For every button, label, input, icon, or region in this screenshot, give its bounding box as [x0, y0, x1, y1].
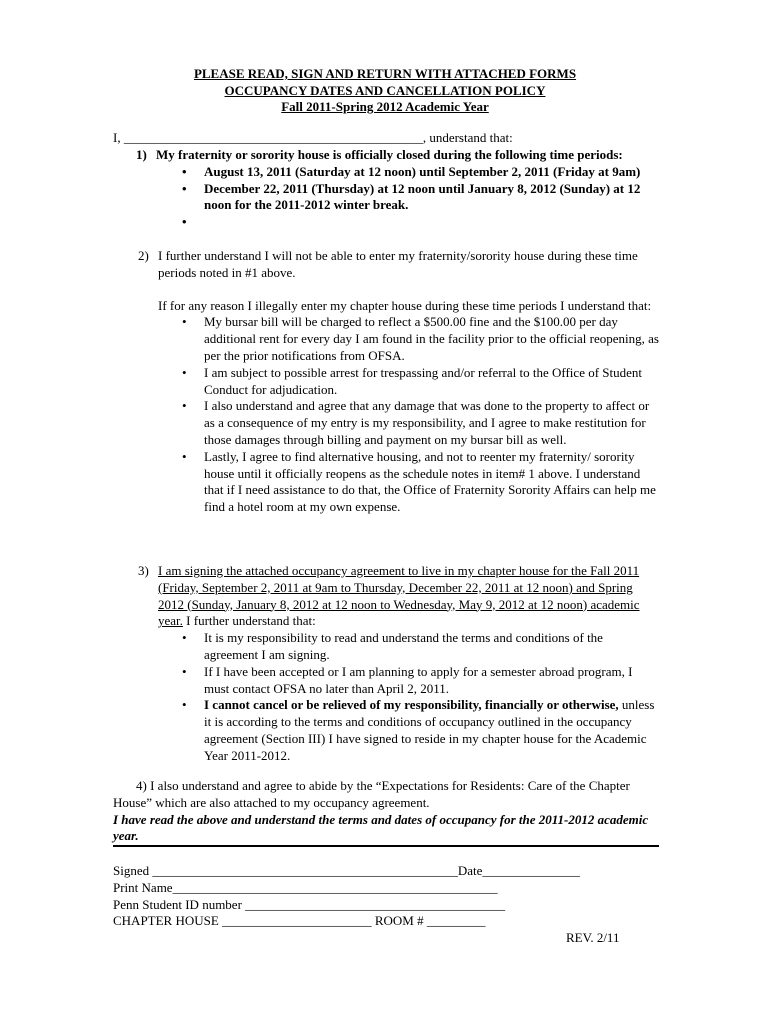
section-1-number: 1) — [136, 147, 147, 162]
list-item: • Lastly, I agree to find alternative housing, and not to reenter my fraternity/ sorority house until it officially reopens as the schedule notes in item# 1 above. I understand that if I need assistance to do that, the Office of Fraternity Sorority Affairs can help me find a hotel room at my own expense. — [182, 448, 656, 515]
section-3-bullets — [182, 630, 659, 764]
section-4 — [113, 778, 661, 845]
bullet-icon: • — [182, 214, 187, 230]
section-1-bullets — [182, 163, 654, 231]
title-line-2: OCCUPANCY DATES AND CANCELLATION POLICY — [224, 82, 546, 98]
list-item: • December 22, 2011 (Thursday) at 12 noon until January 8, 2012 (Sunday) at 12 noon for the 2011-2012 winter break. — [182, 180, 641, 213]
bullet-icon: • — [182, 364, 187, 380]
title-line-3: Fall 2011-Spring 2012 Academic Year — [281, 99, 489, 115]
list-item: • I cannot cancel or be relieved of my responsibility, financially or otherwise, unless it is according to the terms and conditions of occupancy outlined in the occupancy agreement (Section III) I have signed to reside in my chapter house for the Academic Year 2011-2012. — [182, 697, 655, 763]
acknowledgement-text: I have read the above and understand the terms and dates of occupancy for the 2011-2012 academic year. — [113, 811, 649, 844]
signed-date-field[interactable]: Signed _______________________________________________Date_______________ — [113, 863, 580, 878]
intro-line — [113, 130, 661, 147]
section-2-bullets — [182, 314, 659, 516]
list-item: • August 13, 2011 (Saturday at 12 noon) until September 2, 2011 (Friday at 9am) — [182, 163, 641, 179]
chapter-room-field[interactable]: CHAPTER HOUSE _______________________ ROOM # _________ — [113, 913, 486, 929]
list-item: • It is my responsibility to read and understand the terms and conditions of the agreement I am signing. — [182, 630, 603, 662]
bullet-icon: • — [182, 180, 187, 196]
print-name-field[interactable]: Print Name__________________________________________________ — [113, 879, 498, 895]
section-2 — [113, 248, 661, 516]
divider-rule — [113, 845, 659, 847]
section-1 — [113, 147, 661, 231]
section-2-paragraph: If for any reason I illegally enter my chapter house during these time periods I understand that: — [158, 297, 652, 313]
list-item: • I am subject to possible arrest for trespassing and/or referral to the Office of Student Conduct for adjudication. — [182, 364, 643, 397]
bullet-icon: • — [182, 697, 187, 713]
revision-label: REV. 2/11 — [566, 930, 620, 945]
section-4-number: 4) — [136, 778, 147, 793]
section-3-underlined-text: I am signing the attached occupancy agreement to live in my chapter house for the Fall 2011 (Friday, September 2, 2011 at 9am to Thursday, December 22, 2011 at 12 noon) and Spring 2012 (Sunday, January 8, 2012 at 12 noon to Wednesday, May 9, 2012 at 12 noon) academic year. — [158, 563, 640, 629]
document-header — [0, 66, 770, 116]
bullet-icon: • — [182, 630, 187, 646]
list-item: • If I have been accepted or I am planning to apply for a semester abroad program, I must contact OFSA no later than April 2, 2011. — [182, 663, 633, 696]
list-item: • My bursar bill will be charged to reflect a $500.00 fine and the $100.00 per day additional rent for every day I am found in the facility prior to the official reopening, as per the prior notifications from OFSA. — [182, 314, 659, 363]
bullet-icon: • — [182, 398, 187, 414]
section-3 — [113, 563, 661, 765]
section-4-text: I also understand and agree to abide by the “Expectations for Residents: Care of the Chapter House” which are also attached to my occupancy agreement. — [113, 778, 630, 810]
bullet-icon: • — [182, 663, 187, 679]
signature-block — [113, 863, 661, 930]
section-2-text: I further understand I will not be able to enter my fraternity/sorority house during these time periods noted in #1 above. — [158, 248, 638, 280]
list-item: • I also understand and agree that any damage that was done to the property to affect or as a consequence of my entry is my responsibility, and I agree to make restitution for those damages through billing and payment on my bursar bill as well. — [182, 398, 650, 447]
section-3-tail: I further understand that: — [182, 613, 316, 629]
intro-text: I, ______________________________________________, understand that: — [113, 130, 513, 145]
section-2-number: 2) — [138, 248, 149, 263]
bullet-icon: • — [182, 314, 187, 330]
bullet-icon: • — [182, 163, 187, 179]
bullet-icon: • — [182, 448, 187, 464]
title-line-1: PLEASE READ, SIGN AND RETURN WITH ATTACHED FORMS — [193, 66, 577, 81]
student-id-field[interactable]: Penn Student ID number ________________________________________ — [113, 896, 506, 912]
section-1-text: My fraternity or sorority house is officially closed during the following time periods: — [156, 147, 623, 162]
section-3-number: 3) — [138, 563, 149, 578]
list-item — [182, 214, 654, 231]
